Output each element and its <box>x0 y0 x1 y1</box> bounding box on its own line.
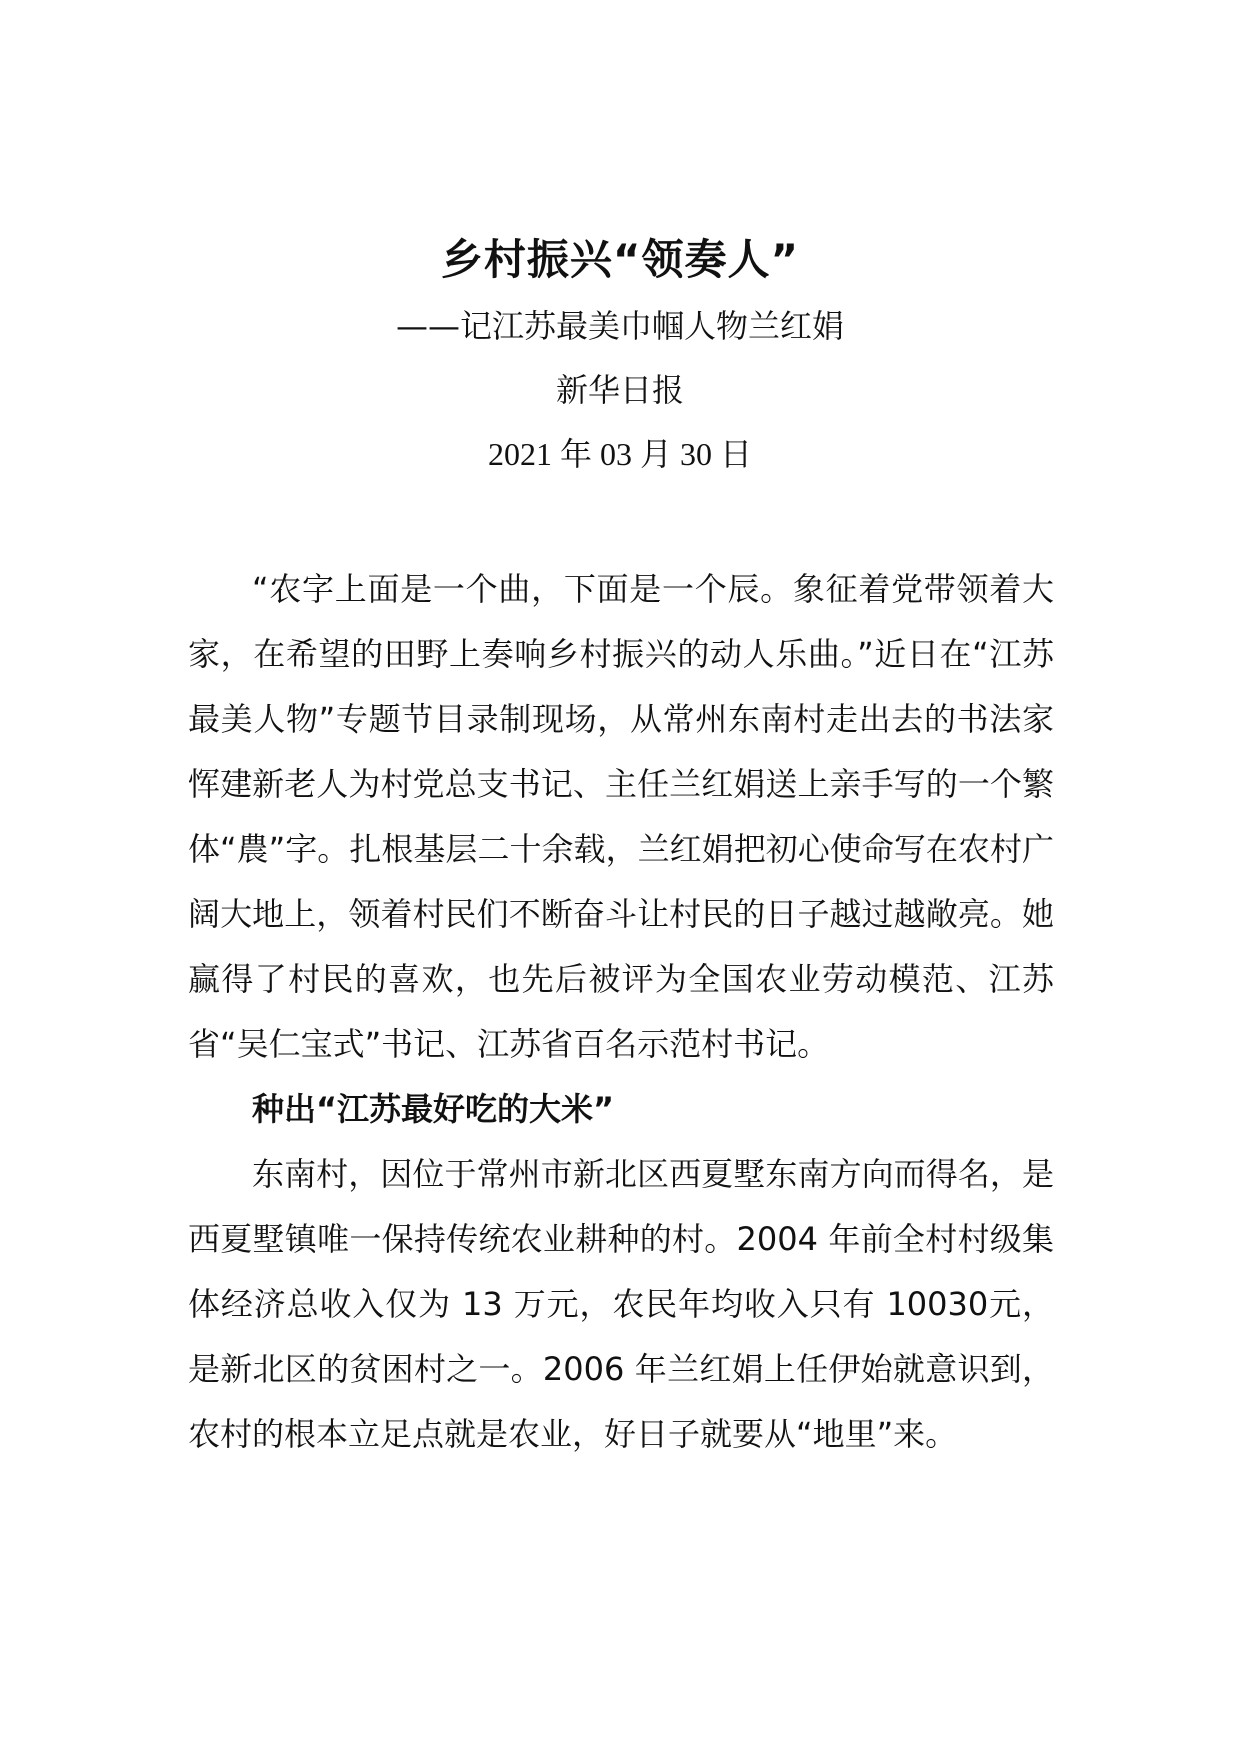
body-paragraph: “农字上面是一个曲，下面是一个辰。象征着党带领着大家，在希望的田野上奏响乡村振兴的动人乐曲。”近日在“江苏最美人物”专题节目录制现场，从常州东南村走出去的书法家恽建新老人为村党总支书记、主任兰红娟送上亲手写的一个繁体“農”字。扎根基层二十余载，兰红娟把初心使命写在农村广阔大地上，领着村民们不断奋斗让村民的日子越过越敞亮。她赢得了村民的喜欢，也先后被评为全国农业劳动模范、江苏省“吴仁宝式”书记、江苏省百名示范村书记。 <box>188 570 1054 1063</box>
article-body <box>188 557 1054 1467</box>
article-date: 2021 年 03 月 30 日 <box>487 436 752 472</box>
article-title: 乡村振兴“领奏人” <box>440 235 800 284</box>
article-subtitle: ——记江苏最美巾帼人物兰红娟 <box>395 307 844 345</box>
section-heading: 种出“江苏最好吃的大米” <box>252 1090 615 1128</box>
article-source: 新华日报 <box>555 371 684 409</box>
section-paragraph: 东南村，因位于常州市新北区西夏墅东南方向而得名，是西夏墅镇唯一保持传统农业耕种的村。2004 年前全村村级集体经济总收入仅为 13 万元，农民年均收入只有 10030元，是新北区的贫困村之一。2006 年兰红娟上任伊始就意识到，农村的根本立足点就是农业，好日子就要从“地里”来。 <box>188 1155 1054 1453</box>
article-header <box>0 234 1240 474</box>
